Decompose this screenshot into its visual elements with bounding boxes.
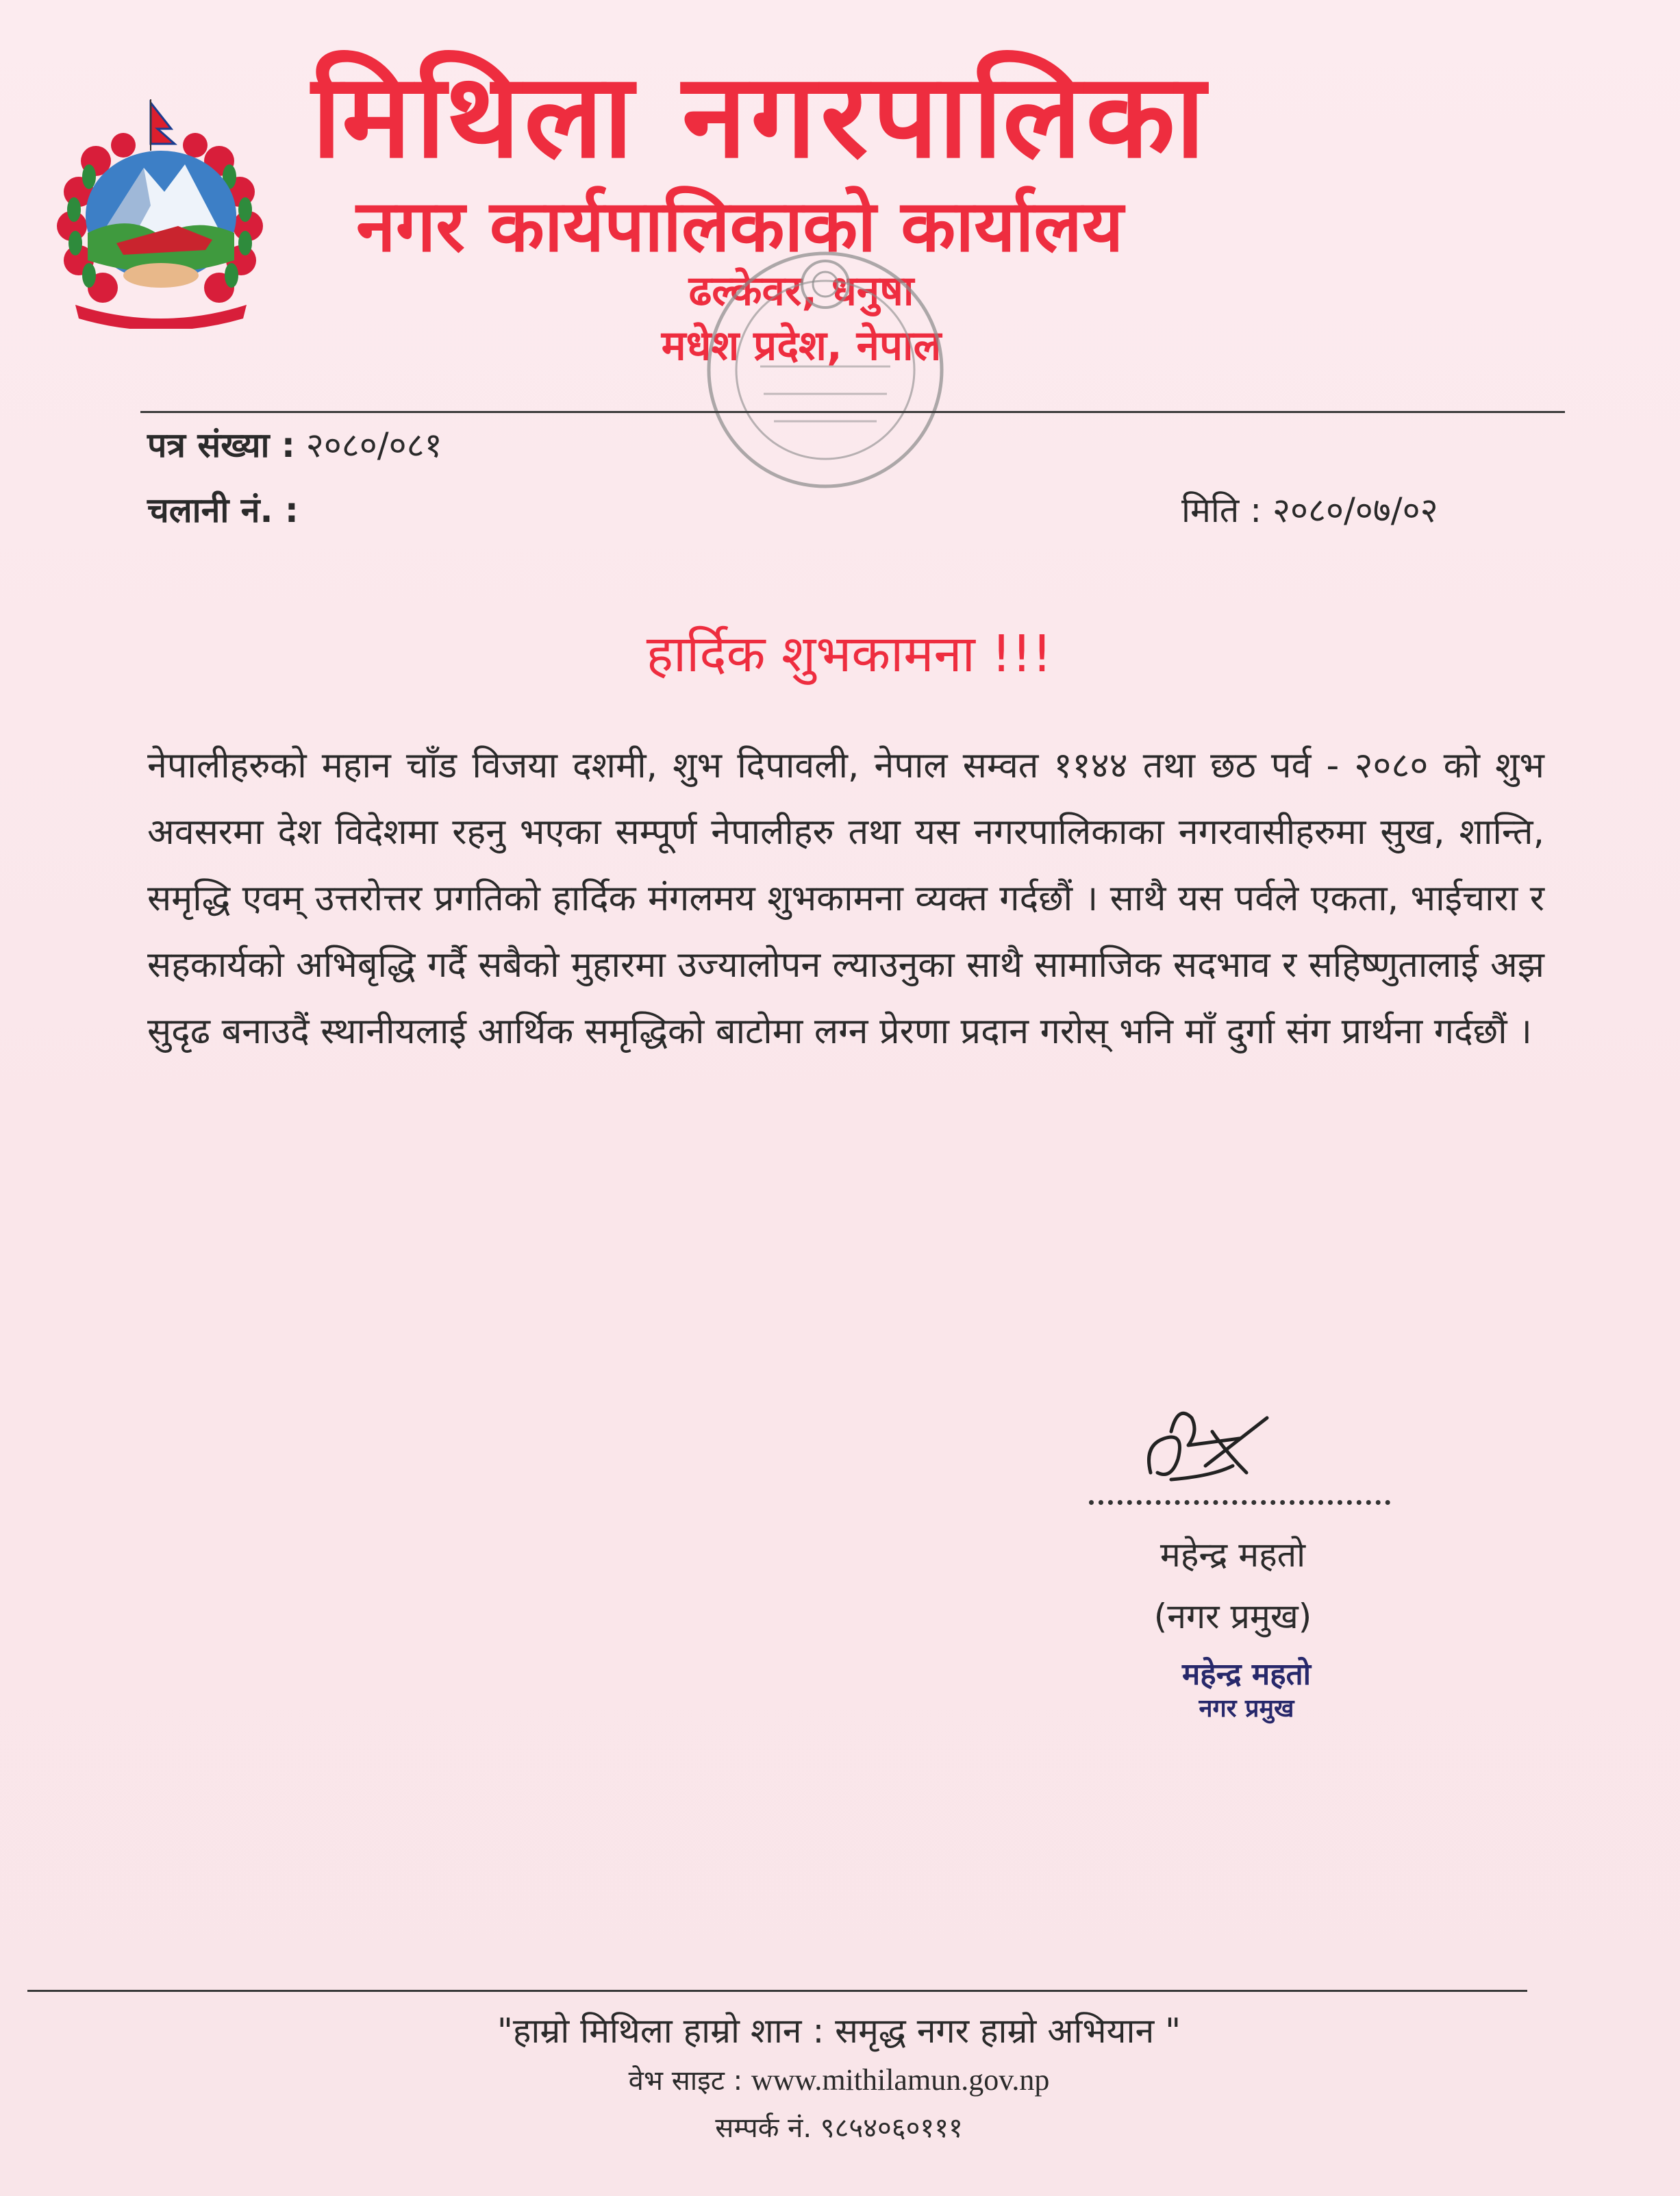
footer-website — [548, 2058, 1130, 2102]
office-subtitle: नगर कार्यपालिकाको कार्यालय — [356, 184, 1124, 268]
footer-contact — [548, 2106, 1130, 2150]
address-province: मधेश प्रदेश, नेपाल — [661, 322, 942, 370]
reference-label: पत्र संख्या : — [147, 425, 295, 465]
address-district: ढल्केवर, धनुषा — [688, 267, 914, 315]
name-stamp: महेन्द्र महतो — [1181, 1657, 1312, 1692]
date-value: २०८०/०७/०२ — [1272, 490, 1438, 530]
signatory-title: (नगर प्रमुख) — [1153, 1597, 1312, 1636]
reference-number — [147, 421, 442, 469]
contact-label: सम्पर्क नं. — [715, 2112, 812, 2144]
contact-value: ९८५४०६०१११ — [820, 2112, 963, 2144]
header-divider — [140, 411, 1565, 413]
dispatch-number — [147, 486, 299, 534]
footer-slogan: "हाम्रो मिथिला हाम्रो शान : समृद्ध नगर हाम्रो अभियान " — [497, 2011, 1181, 2051]
website-label: वेभ साइट : — [628, 2065, 743, 2097]
reference-value: २०८०/०८१ — [305, 425, 442, 465]
signature-line — [1089, 1486, 1390, 1505]
municipality-title: मिथिला नगरपालिका — [312, 49, 1209, 184]
handwritten-signature-icon — [1130, 1390, 1288, 1500]
greeting-title: हार्दिक शुभकामना !!! — [646, 625, 1053, 684]
letter-body: नेपालीहरुको महान चाँड विजया दशमी, शुभ दिपावली, नेपाल सम्वत ११४४ तथा छठ पर्व - २०८० को शुभ अवसरमा देश विदेशमा रहनु भएका सम्पूर्ण नेपालीहरु तथा यस नगरपालिकाका नगरवासीहरुमा सुख, शान्ति, समृद्धि एवम् उत्तरोत्तर प्रगतिको हार्दिक मंगलमय शुभकामना व्यक्त गर्दछौं । साथै यस पर्वले एकता, भाईचारा र सहकार्यको अभिबृद्धि गर्दै सबैको मुहारमा उज्यालोपन ल्याउनुका साथै सामाजिक सदभाव र सहिष्णुतालाई अझ सुदृढ बनाउदैं स्थानीयलाई आर्थिक समृद्धिको बाटोमा लग्न प्रेरणा प्रदान गरोस् भनि माँ दुर्गा संग प्रार्थना गर्दछौं । — [147, 745, 1544, 1052]
designation-stamp: नगर प्रमुख — [1199, 1695, 1294, 1723]
footer-divider — [27, 1990, 1527, 1992]
dispatch-label: चलानी नं. : — [147, 490, 299, 530]
letter-date — [1181, 486, 1438, 534]
website-link[interactable]: www.mithilamun.gov.np — [751, 2063, 1050, 2097]
signatory-name: महेन्द्र महतो — [1159, 1535, 1306, 1575]
office-round-stamp-icon — [692, 236, 959, 503]
date-label: मिति : — [1181, 490, 1262, 530]
nepal-government-emblem-icon — [48, 96, 281, 329]
